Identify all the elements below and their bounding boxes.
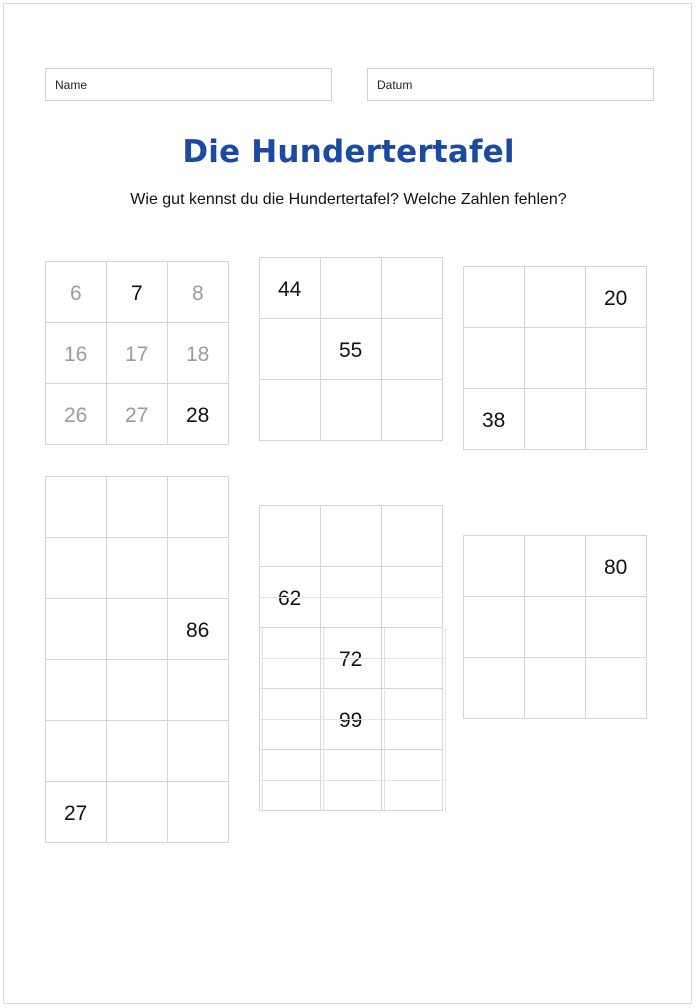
grid-cell[interactable] [107, 323, 168, 384]
grid-cell[interactable] [168, 323, 229, 384]
puzzle-grid-4 [45, 476, 229, 843]
grid-cell[interactable] [168, 477, 229, 538]
hint-number: 6 [70, 282, 82, 305]
ghost-line [323, 628, 324, 812]
grid-cell[interactable] [586, 328, 647, 389]
grid-cell[interactable] [321, 380, 382, 441]
grid-cell[interactable] [46, 660, 107, 721]
grid-cell[interactable] [525, 328, 586, 389]
grid-cell[interactable] [46, 599, 107, 660]
grid-cell[interactable] [46, 538, 107, 599]
grid-cell[interactable] [586, 658, 647, 719]
grid-cell[interactable] [168, 538, 229, 599]
hint-number: 26 [64, 404, 88, 427]
grid-cell[interactable] [525, 267, 586, 328]
given-number: 38 [482, 409, 506, 432]
grid-cell[interactable] [525, 658, 586, 719]
puzzle-grid-5 [259, 505, 443, 811]
grid-cell[interactable] [464, 658, 525, 719]
grid-cell[interactable] [382, 258, 443, 319]
given-number: 28 [186, 404, 210, 427]
hint-number: 17 [125, 343, 149, 366]
grid-cell[interactable] [464, 597, 525, 658]
grid-cell[interactable] [260, 380, 321, 441]
grid-cell[interactable] [107, 262, 168, 323]
grid-cell[interactable] [464, 328, 525, 389]
puzzle-grid-2 [259, 257, 443, 441]
hint-number: 16 [64, 343, 88, 366]
page-title: Die Hundertertafel [182, 134, 515, 170]
given-number: 27 [64, 802, 88, 825]
grid-cell[interactable] [464, 536, 525, 597]
ghost-line [445, 628, 446, 812]
grid-cell[interactable] [107, 384, 168, 445]
grid-cell[interactable] [168, 384, 229, 445]
date-field[interactable] [367, 68, 654, 101]
grid-cell[interactable] [382, 506, 443, 567]
grid-cell[interactable] [107, 538, 168, 599]
grid-cell[interactable] [321, 258, 382, 319]
grid-cell[interactable] [168, 782, 229, 843]
hint-number: 18 [186, 343, 210, 366]
grid-cell[interactable] [321, 506, 382, 567]
grid-cell[interactable] [586, 536, 647, 597]
puzzle-grid-1 [45, 261, 229, 445]
grid-cell[interactable] [168, 599, 229, 660]
grid-cell[interactable] [46, 323, 107, 384]
grid-cell[interactable] [107, 782, 168, 843]
grid-cell[interactable] [46, 477, 107, 538]
grid-cell[interactable] [168, 262, 229, 323]
grid-cell[interactable] [382, 380, 443, 441]
grid-cell[interactable] [586, 389, 647, 450]
hint-number: 8 [192, 282, 204, 305]
grid-cell[interactable] [107, 477, 168, 538]
grid-cell[interactable] [168, 721, 229, 782]
ghost-line [260, 780, 444, 781]
given-number: 72 [339, 648, 363, 671]
given-number: 7 [131, 282, 143, 305]
ghost-line [260, 658, 444, 659]
ghost-line [260, 719, 444, 720]
ghost-line [262, 628, 263, 812]
grid-cell[interactable] [525, 389, 586, 450]
grid-cell[interactable] [525, 536, 586, 597]
grid-cell[interactable] [260, 258, 321, 319]
grid-cell[interactable] [525, 597, 586, 658]
date-label: Datum [377, 78, 413, 92]
puzzle-grid-3 [463, 266, 647, 450]
grid-cell[interactable] [260, 319, 321, 380]
grid-cell[interactable] [586, 597, 647, 658]
grid-cell[interactable] [464, 267, 525, 328]
given-number: 55 [339, 339, 363, 362]
ghost-line [384, 628, 385, 812]
hint-number: 27 [125, 404, 149, 427]
puzzle-grid-6 [463, 535, 647, 719]
grid-cell[interactable] [464, 389, 525, 450]
given-number: 99 [339, 709, 363, 732]
grid-cell[interactable] [107, 660, 168, 721]
grid-cell[interactable] [46, 782, 107, 843]
name-field[interactable] [45, 68, 332, 101]
given-number: 20 [604, 287, 628, 310]
grid-cell[interactable] [586, 267, 647, 328]
grid-cell[interactable] [46, 262, 107, 323]
given-number: 80 [604, 556, 628, 579]
grid-cell[interactable] [107, 599, 168, 660]
given-number: 86 [186, 619, 210, 642]
ghost-line [260, 597, 444, 598]
grid-cell[interactable] [260, 506, 321, 567]
grid-cell[interactable] [168, 660, 229, 721]
grid-cell[interactable] [321, 319, 382, 380]
grid-cell[interactable] [107, 721, 168, 782]
given-number: 44 [278, 278, 302, 301]
grid-cell[interactable] [382, 319, 443, 380]
grid-cell[interactable] [46, 384, 107, 445]
name-label: Name [55, 78, 88, 92]
grid-cell[interactable] [46, 721, 107, 782]
given-number: 62 [278, 587, 302, 610]
instructions: Wie gut kennst du die Hundertertafel? Welche Zahlen fehlen? [130, 191, 567, 208]
